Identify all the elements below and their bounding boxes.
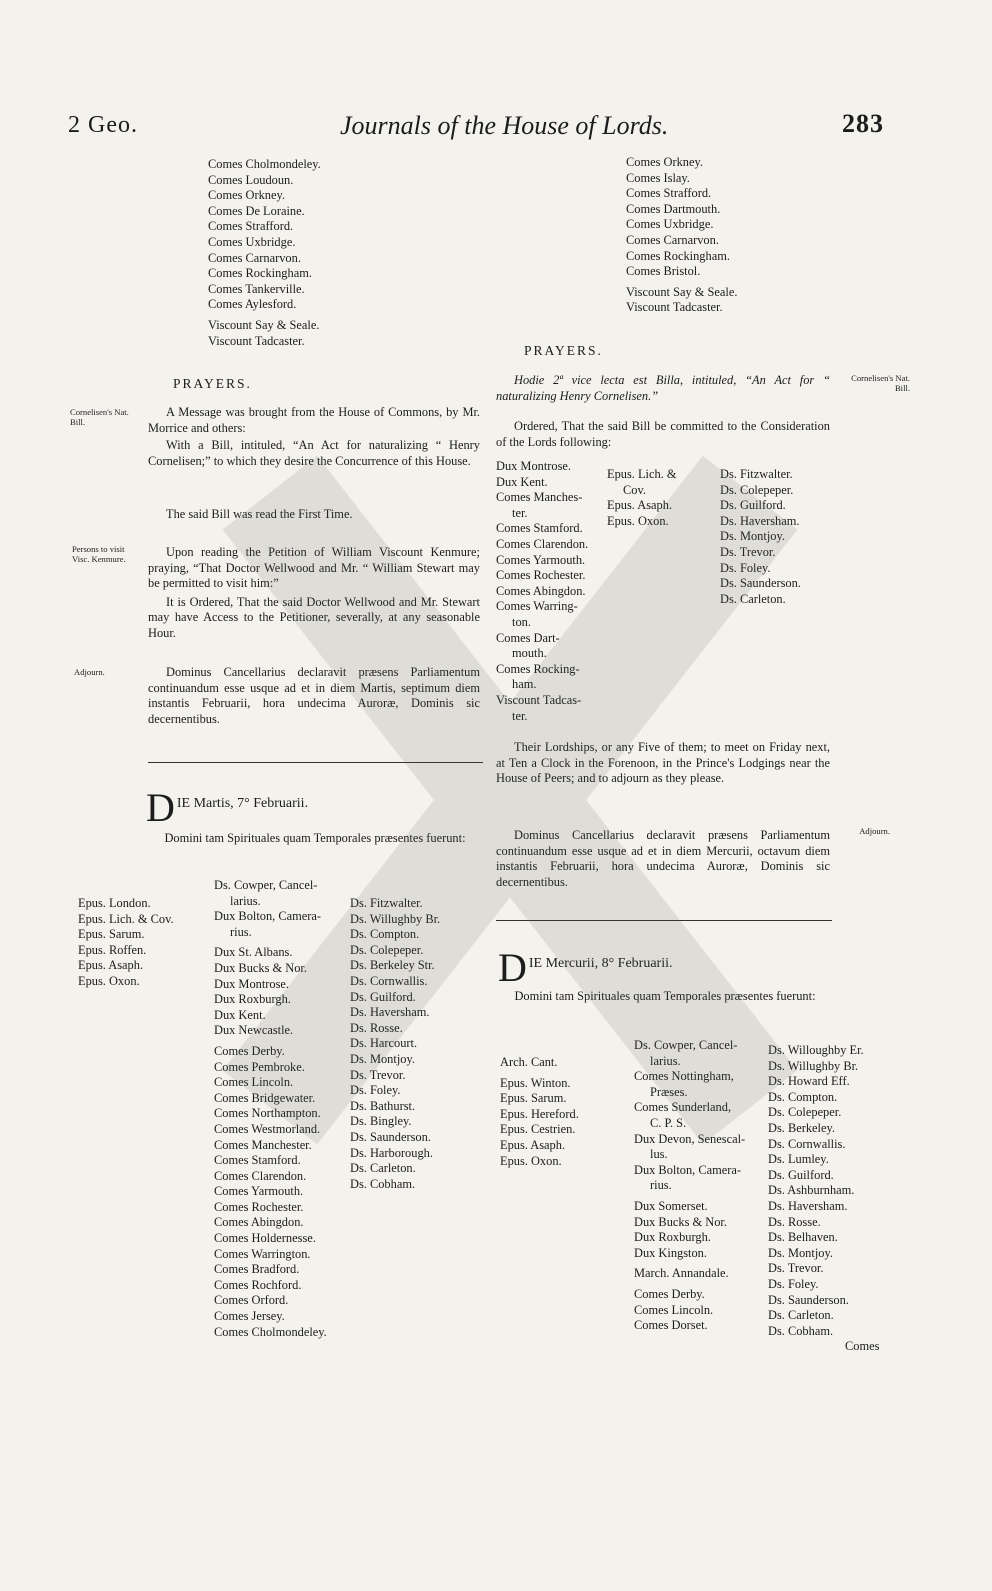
list-entry: Comes Bristol. — [626, 264, 701, 279]
list-entry: Ds. Rosse. — [350, 1020, 403, 1035]
list-entry: Epus. London. — [78, 896, 151, 910]
list-entry: Ds. Colepeper. — [350, 942, 424, 957]
message-paragraph — [148, 405, 480, 469]
list-entry: Comes Rocking- — [496, 661, 580, 676]
list-entry: Comes Sunderland, — [634, 1100, 732, 1115]
list-entry: Ds. Cowper, Cancel- — [214, 878, 318, 892]
list-entry: Dux Roxburgh. — [214, 992, 291, 1007]
list-entry: Ds. Trevor. — [720, 544, 776, 559]
list-entry: Ds. Montjoy. — [720, 529, 785, 544]
list-entry: Dux Montrose. — [496, 459, 572, 473]
list-entry: Ds. Haversham. — [720, 513, 800, 528]
rule-right — [496, 920, 832, 921]
list-entry: Ds. Willughby Br. — [768, 1058, 859, 1073]
list-entry: Comes Jersey. — [214, 1309, 285, 1324]
die-mercurii-sub: Domini tam Spirituales quam Temporales præsentes fuerunt: — [514, 989, 816, 1003]
committee-col-bishops — [607, 467, 677, 529]
list-entry: Cov. — [623, 482, 646, 497]
list-entry: Comes Strafford. — [626, 186, 712, 201]
drop-cap: D — [498, 945, 527, 990]
list-entry: Ds. Fitzwalter. — [720, 467, 793, 481]
list-entry: Ds. Saunderson. — [720, 576, 801, 591]
list-entry: Ds. Bathurst. — [350, 1098, 416, 1113]
list-entry: Comes Cholmondeley. — [208, 157, 321, 171]
list-entry: Ds. Colepeper. — [768, 1105, 842, 1120]
list-entry: Ds. Guilford. — [768, 1167, 834, 1182]
list-entry: Epus. Cestrien. — [500, 1122, 576, 1137]
list-entry: Comes Derby. — [214, 1043, 285, 1058]
catchword: Comes — [845, 1339, 880, 1353]
list-entry: Dux Bolton, Camera- — [214, 909, 322, 924]
list-entry: Comes Carnarvon. — [208, 250, 301, 265]
list-entry: Ds. Haversham. — [350, 1005, 430, 1020]
list-entry: Ds. Bingley. — [350, 1114, 412, 1129]
list-entry: Comes Rochester. — [496, 568, 586, 583]
die-martis-sub: Domini tam Spirituales quam Temporales præsentes fuerunt: — [164, 831, 466, 845]
left-top-list — [208, 157, 321, 349]
list-entry: Ds. Compton. — [768, 1089, 838, 1104]
list-entry: Ds. Saunderson. — [768, 1292, 849, 1307]
list-entry: Ds. Belhaven. — [768, 1230, 838, 1245]
list-entry: Dux Kent. — [214, 1007, 266, 1022]
list-entry: rius. — [230, 924, 252, 939]
list-entry: Epus. Asaph. — [500, 1137, 566, 1152]
list-entry: Comes Uxbridge. — [626, 217, 714, 232]
list-entry: Comes Islay. — [626, 170, 690, 185]
list-entry: Dux Kent. — [496, 474, 548, 489]
list-entry: Viscount Say & Seale. — [208, 317, 320, 332]
list-entry: Comes Clarendon. — [496, 536, 589, 551]
die-mercurii-heading — [498, 945, 673, 990]
list-entry: Comes Dorset. — [634, 1318, 708, 1333]
list-entry: Comes Rockingham. — [208, 266, 312, 281]
list-entry: Comes Warring- — [496, 599, 578, 614]
rule-left — [148, 762, 483, 763]
list-entry: Comes Abingdon. — [496, 583, 586, 598]
running-head-left: 2 Geo. — [68, 112, 138, 138]
list-entry: Ds. Harcourt. — [350, 1036, 418, 1051]
die-martis-dukes-earls — [214, 878, 327, 1340]
list-entry: Epus. Winton. — [500, 1075, 571, 1090]
list-entry: Epus. Lich. & — [607, 467, 677, 481]
list-entry: larius. — [230, 893, 261, 908]
page-number: 283 — [842, 109, 884, 138]
list-entry: ter. — [512, 708, 528, 723]
list-entry: Comes Dart- — [496, 630, 560, 645]
list-entry: Dux Newcastle. — [214, 1023, 294, 1038]
die-martis-barons — [350, 896, 440, 1192]
die-martis-heading — [146, 785, 309, 830]
list-entry: Comes Stamford. — [496, 521, 583, 536]
list-entry: Ds. Trevor. — [350, 1067, 406, 1082]
list-entry: Ds. Montjoy. — [350, 1051, 415, 1066]
list-entry: Ds. Berkeley. — [768, 1120, 835, 1135]
first-reading: The said Bill was read the First Time. — [166, 507, 353, 521]
list-entry: Dux Bolton, Camera- — [634, 1162, 742, 1177]
list-entry: Comes Orford. — [214, 1293, 289, 1308]
list-entry: Ds. Ashburnham. — [768, 1183, 855, 1198]
margin-note-adjourn-right: Adjourn. — [859, 826, 890, 836]
list-entry: Comes Yarmouth. — [214, 1184, 304, 1199]
list-entry: Ds. Foley. — [768, 1276, 819, 1291]
list-entry: Ds. Haversham. — [768, 1198, 848, 1213]
list-entry: Dux St. Albans. — [214, 945, 293, 960]
list-entry: Ds. Saunderson. — [350, 1129, 431, 1144]
list-entry: lus. — [650, 1147, 668, 1162]
message-text: A Message was brought from the House of Commons, by Mr. Morrice and others: — [148, 405, 480, 435]
list-entry: Comes Abingdon. — [214, 1215, 304, 1230]
list-entry: Comes Carnarvon. — [626, 232, 719, 247]
list-entry: Epus. Roffen. — [78, 942, 147, 957]
list-entry: Ds. Montjoy. — [768, 1245, 833, 1260]
list-entry: Ds. Rosse. — [768, 1214, 821, 1229]
die-mercurii-barons — [768, 1043, 864, 1339]
list-entry: Comes Lincoln. — [214, 1075, 294, 1090]
running-head-title: Journals of the House of Lords. — [340, 111, 669, 140]
list-entry: Ds. Cobham. — [768, 1323, 834, 1338]
margin-note-cornelisen-right: Cornelisen's Nat. Bill. — [851, 373, 910, 393]
die-martis-title: IE Martis, 7° Februarii. — [176, 796, 309, 811]
list-entry: Epus. Asaph. — [78, 958, 144, 973]
list-entry: Ds. Carleton. — [720, 591, 786, 606]
list-entry: Comes Warrington. — [214, 1246, 311, 1261]
list-entry: Comes Bradford. — [214, 1262, 300, 1277]
margin-note-cornelisen: Cornelisen's Nat. Bill. — [70, 407, 129, 427]
list-entry: Dux Bucks & Nor. — [214, 960, 307, 975]
list-entry: Comes Clarendon. — [214, 1168, 307, 1183]
list-entry: Epus. Oxon. — [500, 1153, 562, 1168]
list-entry: larius. — [650, 1053, 681, 1068]
list-entry: Comes Pembroke. — [214, 1059, 305, 1074]
committee-col-barons — [720, 467, 801, 607]
list-entry: C. P. S. — [650, 1115, 687, 1130]
list-entry: Viscount Tadcaster. — [626, 300, 723, 315]
list-entry: Comes Yarmouth. — [496, 552, 586, 567]
list-entry: Ds. Cobham. — [350, 1176, 416, 1191]
drop-cap: D — [146, 785, 175, 830]
list-entry: Ds. Carleton. — [768, 1308, 834, 1323]
die-martis-bishops — [78, 896, 174, 990]
list-entry: Dux Bucks & Nor. — [634, 1214, 727, 1229]
margin-note-adjourn-left: Adjourn. — [74, 667, 105, 677]
list-entry: Viscount Say & Seale. — [626, 284, 738, 299]
die-mercurii-title: IE Mercurii, 8° Februarii. — [528, 956, 673, 971]
list-entry: Comes Orkney. — [208, 188, 285, 203]
list-entry: Dux Devon, Senescal- — [634, 1131, 746, 1146]
hodie-paragraph: Hodie 2ª vice lecta est Billa, intituled, “An Act for “ naturalizing Henry Cornelisen.” — [496, 373, 830, 403]
list-entry: Ds. Willoughby Er. — [768, 1043, 864, 1057]
list-entry: Comes Strafford. — [208, 219, 294, 234]
list-entry: Ds. Cornwallis. — [350, 973, 428, 988]
list-entry: Ds. Howard Eff. — [768, 1074, 850, 1089]
list-entry: Ds. Compton. — [350, 927, 420, 942]
list-entry: Comes Tankerville. — [208, 281, 305, 296]
list-entry: March. Annandale. — [634, 1266, 729, 1281]
list-entry: Ds. Colepeper. — [720, 482, 794, 497]
adjourn-right-paragraph: Dominus Cancellarius declaravit præsens Parliamentum continuandum esse usque ad et in diem Mercurii, octavum diem instantis Februarii, hora undecima Auroræ, Dominis sic decernentibus. — [496, 828, 830, 889]
kenmure-order: It is Ordered, That the said Doctor Wellwood and Mr. Stewart may have Access to the Petitioner, severally, at any seasonable Hour. — [148, 594, 480, 640]
list-entry: Comes De Loraine. — [208, 203, 305, 218]
list-entry: Epus. Lich. & Cov. — [78, 911, 174, 926]
list-entry: Comes Dartmouth. — [626, 201, 721, 216]
list-entry: Comes Rockingham. — [626, 248, 730, 263]
list-entry: Epus. Hereford. — [500, 1106, 579, 1121]
list-entry: Comes Westmorland. — [214, 1121, 321, 1136]
list-entry: Epus. Sarum. — [78, 927, 145, 942]
list-entry: Epus. Oxon. — [78, 973, 140, 988]
list-entry: Epus. Asaph. — [607, 498, 673, 513]
right-top-list — [626, 155, 737, 316]
list-entry: Dux Montrose. — [214, 976, 290, 991]
list-entry: Comes Manchester. — [214, 1137, 312, 1152]
adjourn-left-paragraph: Dominus Cancellarius declaravit præsens Parliamentum continuandum esse usque ad et in diem Martis, septimum diem instantis Februarii, hora undecima Auroræ, Dominis sic decernentibus. — [148, 665, 480, 726]
list-entry: Comes Lincoln. — [634, 1302, 714, 1317]
list-entry: Ds. Harborough. — [350, 1145, 433, 1160]
right-prayers-heading: PRAYERS. — [524, 343, 603, 358]
list-entry: Comes Nottingham, — [634, 1069, 734, 1084]
list-entry: Comes Bridgewater. — [214, 1090, 316, 1105]
list-entry: Viscount Tadcas- — [496, 692, 582, 707]
list-entry: Ds. Cornwallis. — [768, 1136, 846, 1151]
list-entry: Comes Loudoun. — [208, 172, 294, 187]
list-entry: Ds. Lumley. — [768, 1152, 829, 1167]
list-entry: Comes Derby. — [634, 1286, 705, 1301]
list-entry: Ds. Guilford. — [720, 498, 786, 513]
list-entry: Ds. Guilford. — [350, 989, 416, 1004]
kenmure-paragraph — [148, 545, 480, 642]
kenmure-petition: Upon reading the Petition of William Viscount Kenmure; praying, “That Doctor Wellwood and Mr. “ William Stewart may be permitted to visit him:” — [148, 545, 480, 591]
list-entry: Ds. Willughby Br. — [350, 911, 441, 926]
lordships-paragraph: Their Lordships, or any Five of them; to meet on Friday next, at Ten a Clock in the Forenoon, in the Prince's Lodgings near the House of Peers; and to adjourn as they please. — [496, 740, 830, 786]
list-entry: Comes Uxbridge. — [208, 234, 296, 249]
list-entry: mouth. — [512, 646, 547, 661]
list-entry: Arch. Cant. — [500, 1055, 558, 1069]
ordered-paragraph: Ordered, That the said Bill be committed to the Consideration of the Lords following: — [496, 419, 830, 449]
list-entry: Comes Rochester. — [214, 1199, 304, 1214]
list-entry: Comes Stamford. — [214, 1153, 301, 1168]
list-entry: ton. — [512, 614, 531, 629]
die-mercurii-bishops — [500, 1055, 579, 1169]
list-entry: ham. — [512, 677, 537, 692]
list-entry: Ds. Foley. — [720, 560, 771, 575]
list-entry: Epus. Oxon. — [607, 513, 669, 528]
list-entry: Ds. Foley. — [350, 1083, 401, 1098]
list-entry: Dux Somerset. — [634, 1198, 708, 1213]
list-entry: Comes Cholmondeley. — [214, 1324, 327, 1339]
list-entry: Dux Kingston. — [634, 1245, 707, 1260]
list-entry: ter. — [512, 505, 528, 520]
committee-col-temporal — [496, 459, 588, 724]
list-entry: Ds. Trevor. — [768, 1261, 824, 1276]
list-entry: Epus. Sarum. — [500, 1091, 567, 1106]
list-entry: Ds. Cowper, Cancel- — [634, 1038, 738, 1052]
list-entry: Ds. Carleton. — [350, 1161, 416, 1176]
bill-text: With a Bill, intituled, “An Act for naturalizing “ Henry Cornelisen;” to which they desire the Concurrence of this House. — [148, 438, 480, 468]
list-entry: Comes Orkney. — [626, 155, 703, 169]
list-entry: Comes Northampton. — [214, 1106, 321, 1121]
list-entry: Ds. Fitzwalter. — [350, 896, 423, 910]
list-entry: Præses. — [650, 1084, 688, 1099]
list-entry: Comes Aylesford. — [208, 297, 297, 312]
list-entry: Viscount Tadcaster. — [208, 333, 305, 348]
die-mercurii-dukes-earls — [634, 1038, 745, 1334]
list-entry: Comes Manches- — [496, 490, 583, 505]
list-entry: rius. — [650, 1178, 672, 1193]
margin-note-kenmure: Persons to visit Visc. Kenmure. — [72, 544, 126, 564]
list-entry: Comes Holdernesse. — [214, 1231, 316, 1246]
list-entry: Comes Rochford. — [214, 1277, 302, 1292]
left-prayers-heading: PRAYERS. — [173, 376, 252, 391]
list-entry: Dux Roxburgh. — [634, 1230, 711, 1245]
list-entry: Ds. Berkeley Str. — [350, 958, 435, 973]
